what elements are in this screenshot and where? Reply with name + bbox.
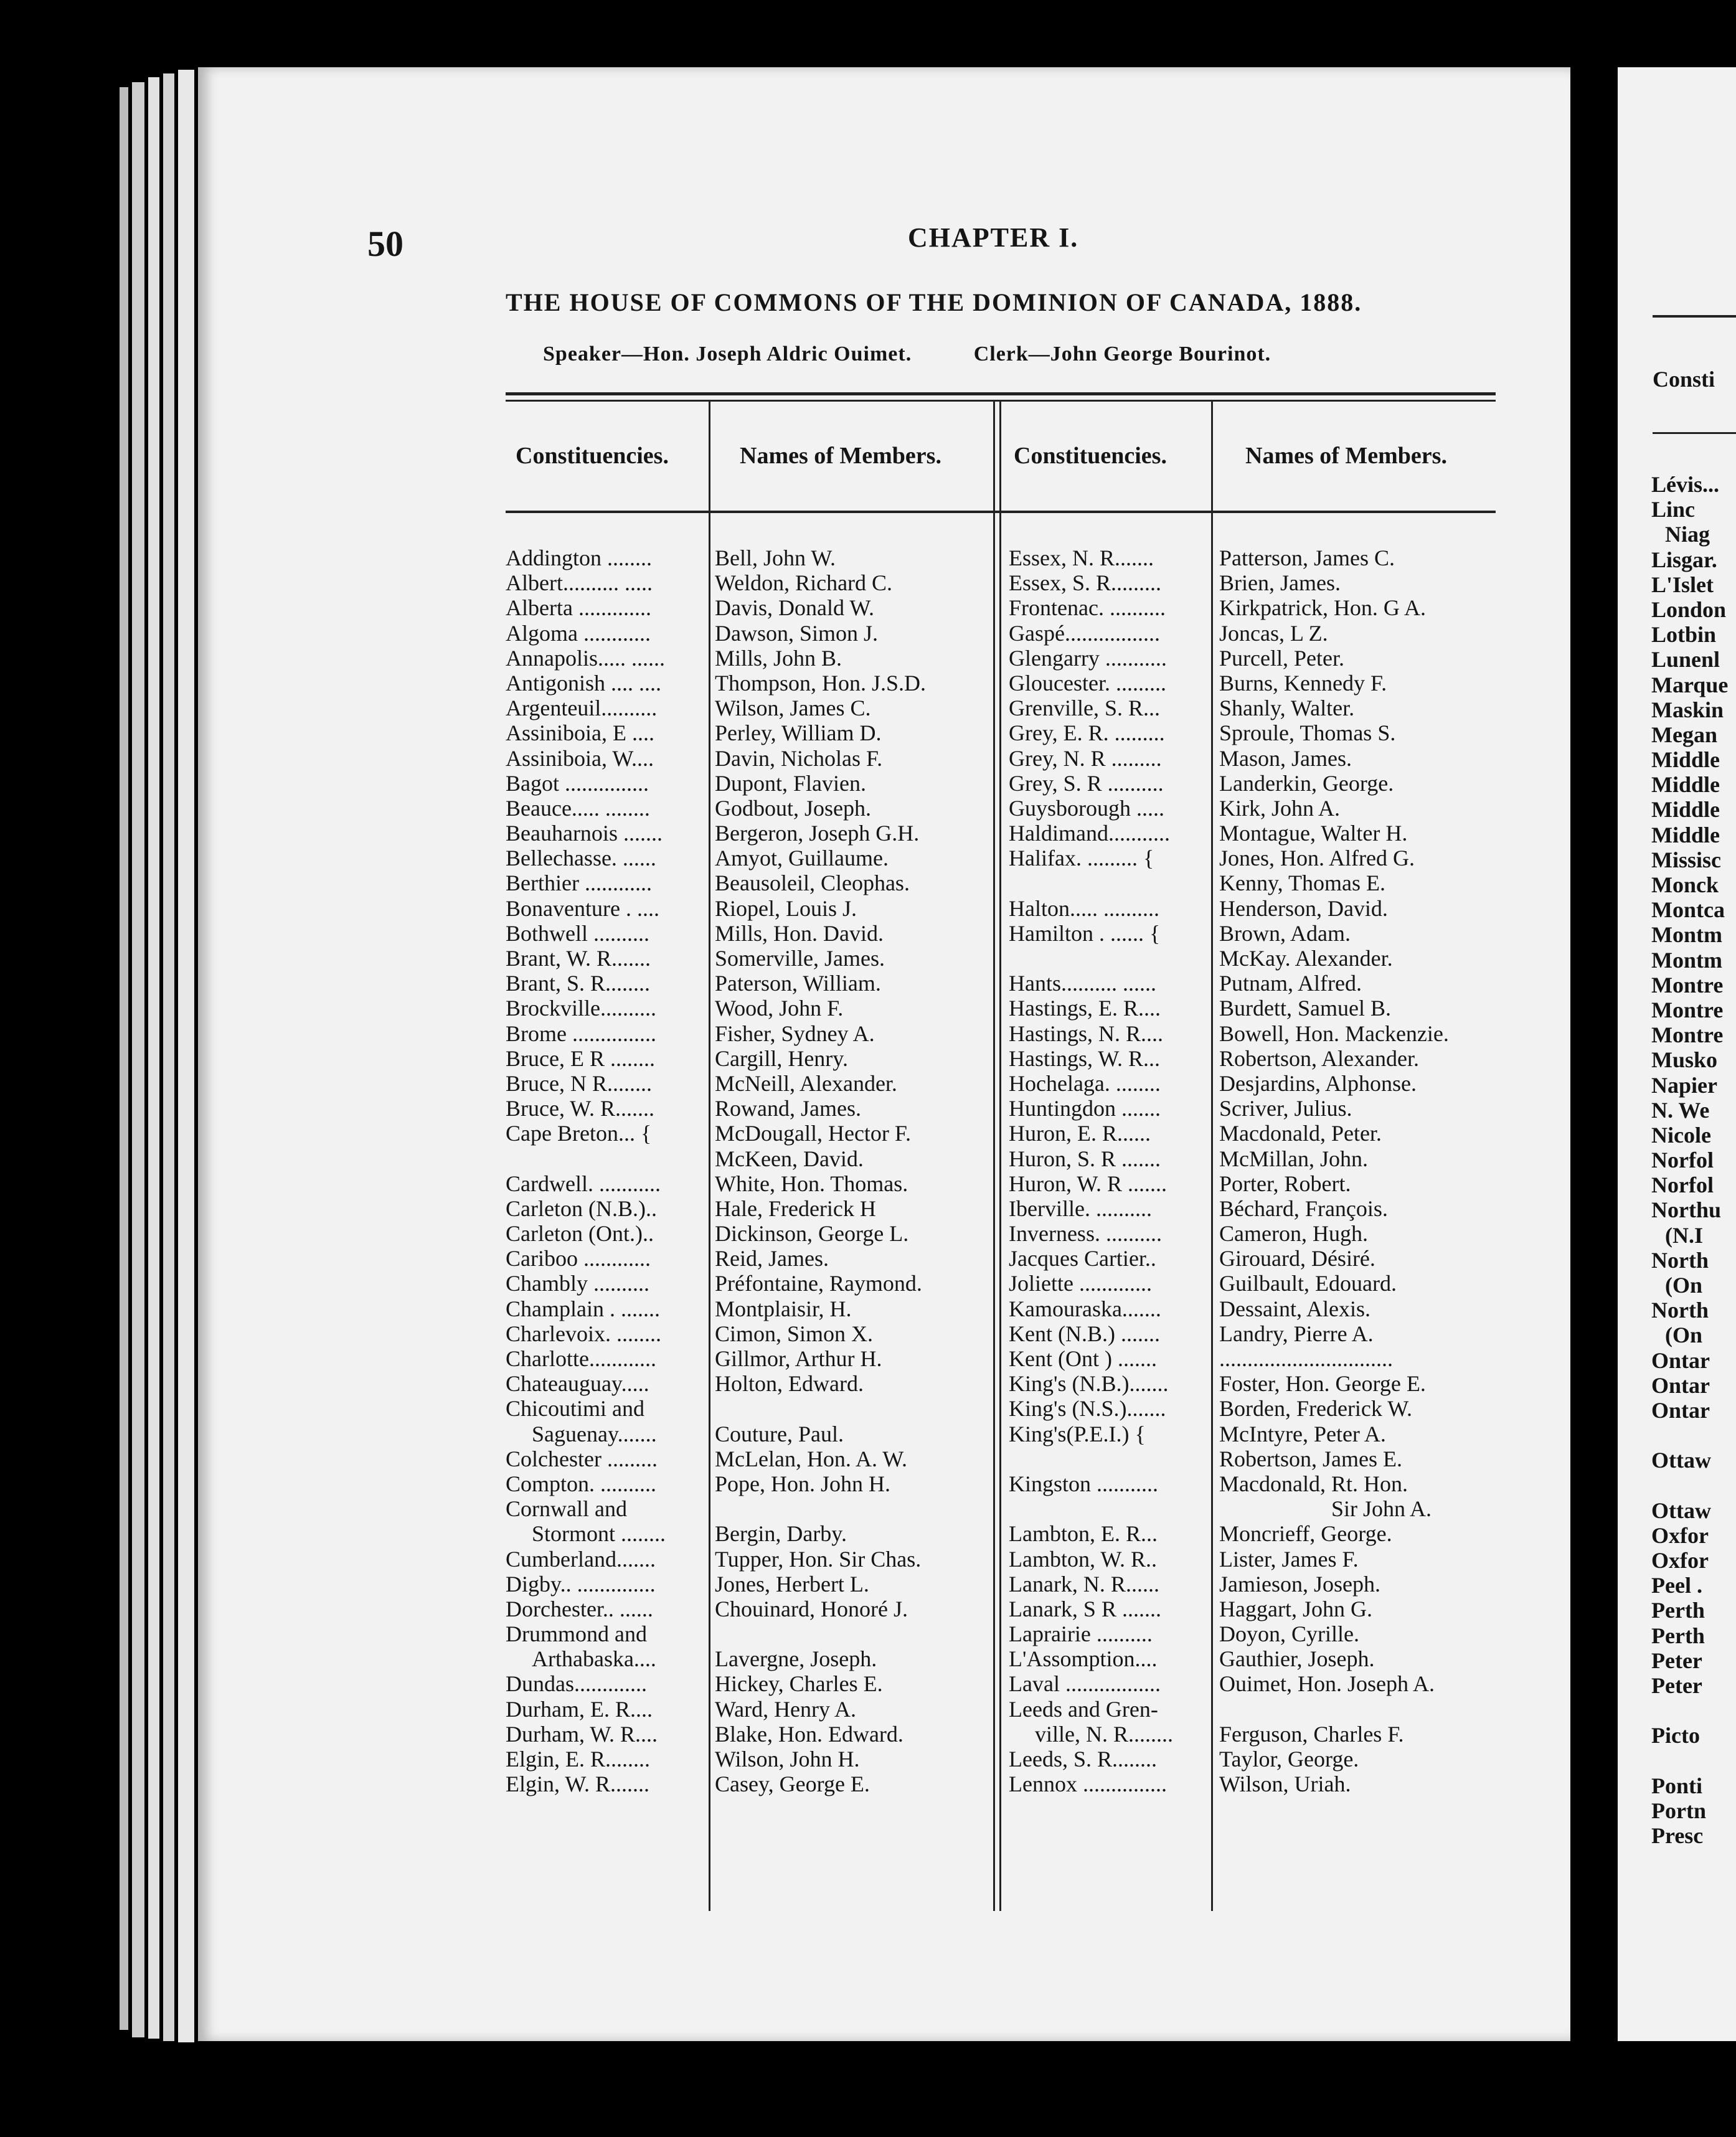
table-cell: Ouimet, Hon. Joseph A. [1219, 1671, 1435, 1697]
table-cell: Ontar [1651, 1372, 1710, 1398]
table-cell: Hale, Frederick H [715, 1196, 876, 1221]
table-cell: Lunenl [1651, 647, 1720, 672]
table-cell: Frontenac. .......... [1009, 595, 1166, 621]
table-cell: Joncas, L Z. [1219, 620, 1328, 646]
table-cell: Lanark, S R ....... [1009, 1596, 1161, 1621]
table-cell: Guilbault, Edouard. [1219, 1271, 1397, 1296]
table-cell: Mills, Hon. David. [715, 920, 884, 946]
table-cell: Halton..... .......... [1009, 895, 1159, 921]
table-cell: London [1651, 597, 1727, 622]
table-cell [1651, 1473, 1728, 1498]
table-cell: Montague, Walter H. [1219, 821, 1408, 846]
table-cell: Dickinson, George L. [715, 1221, 909, 1247]
clerk: Clerk—John George Bourinot. [973, 342, 1271, 366]
table-cell: Macdonald, Rt. Hon. [1219, 1471, 1408, 1496]
table-cell: Middle [1651, 797, 1720, 823]
table-cell: Lanark, N. R...... [1009, 1571, 1159, 1597]
table-cell: Assiniboia, W.... [506, 745, 654, 771]
table-cell: ville, N. R........ [1035, 1721, 1173, 1747]
table-cell: Essex, S. R......... [1009, 570, 1162, 596]
table-cell: Dawson, Simon J. [715, 620, 879, 646]
table-cell: Oxfor [1651, 1548, 1709, 1573]
table-cell: Jacques Cartier.. [1009, 1246, 1156, 1271]
column-divider [709, 401, 710, 1911]
table-cell: Landry, Pierre A. [1219, 1321, 1374, 1346]
table-cell: Essex, N. R....... [1009, 545, 1154, 570]
page-edge [120, 87, 128, 2030]
table-cell: Casey, George E. [715, 1771, 870, 1797]
table-cell: Norfol [1651, 1172, 1714, 1198]
table-cell: Addington ........ [506, 545, 653, 570]
table-cell: Hastings, N. R.... [1009, 1021, 1164, 1046]
table-cell: Colchester ......... [506, 1446, 658, 1471]
table-cell: Assiniboia, E .... [506, 720, 654, 746]
table-cell: McIntyre, Peter A. [1219, 1421, 1386, 1446]
table-cell: Albert.......... ..... [506, 570, 653, 596]
table-cell: Dupont, Flavien. [715, 770, 866, 796]
table-cell: Ponti [1651, 1773, 1703, 1798]
table-cell: Ferguson, Charles F. [1219, 1721, 1404, 1747]
table-cell [715, 1496, 989, 1521]
table-cell: Lister, James F. [1219, 1546, 1359, 1572]
table-cell: Borden, Frederick W. [1219, 1396, 1412, 1422]
table-cell: Paterson, William. [715, 971, 881, 996]
table-cell: Elgin, W. R....... [506, 1771, 650, 1797]
table-cell: Perth [1651, 1598, 1705, 1623]
table-cell: Grey, E. R. ......... [1009, 720, 1165, 746]
table-cell: Portn [1651, 1798, 1706, 1823]
table-cell: Reid, James. [715, 1246, 829, 1271]
table-cell: Gaspé................. [1009, 620, 1160, 646]
table-cell: Davin, Nicholas F. [715, 745, 883, 771]
table-cell: Monck [1651, 872, 1719, 897]
table-cell: Kirk, John A. [1219, 795, 1341, 821]
table-cell: Joliette ............. [1009, 1271, 1152, 1296]
table-cell: Taylor, George. [1219, 1747, 1359, 1771]
table-cell: Elgin, E. R........ [506, 1747, 650, 1771]
table-cell: Shanly, Walter. [1219, 696, 1355, 721]
table-cell: Bruce, N R........ [506, 1070, 652, 1096]
table-cell: L'Islet [1651, 572, 1714, 597]
table-cell: Hastings, E. R.... [1009, 996, 1161, 1021]
table-cell: Sir John A. [1331, 1496, 1432, 1522]
table-cell: Leeds and Gren- [1009, 1696, 1158, 1722]
table-cell: Kamouraska....... [1009, 1296, 1161, 1321]
table-cell: Peter [1651, 1673, 1702, 1698]
next-page-rule [1653, 432, 1736, 434]
table-cell: Dorchester.. ...... [506, 1596, 653, 1621]
table-cell: Cameron, Hugh. [1219, 1221, 1368, 1247]
table-cell: Huron, S. R ....... [1009, 1146, 1161, 1171]
table-cell: Antigonish .... .... [506, 670, 662, 696]
table-cell: Brant, S. R........ [506, 971, 651, 996]
officers-line [543, 342, 1489, 366]
table-cell: Bonaventure . .... [506, 895, 659, 921]
table-cell: Bruce, E R ........ [506, 1045, 655, 1071]
table-cell: Saguenay....... [532, 1421, 657, 1446]
table-cell: Godbout, Joseph. [715, 795, 871, 821]
table-cell: Arthabaska.... [532, 1646, 656, 1672]
table-cell: Wilson, James C. [715, 696, 871, 721]
table-cell: Charlotte............ [506, 1346, 656, 1371]
table-cell [1009, 1496, 1208, 1521]
next-page-column [1651, 472, 1728, 1848]
table-cell: Kent (N.B.) ....... [1009, 1321, 1160, 1346]
table-cell: Montm [1651, 947, 1722, 973]
table-cell: (N.I [1665, 1222, 1703, 1248]
table-cell: Bowell, Hon. Mackenzie. [1219, 1021, 1449, 1046]
next-page-rule [1653, 315, 1736, 318]
table-cell: Algoma ............ [506, 620, 651, 646]
table-cell: Scriver, Julius. [1219, 1096, 1352, 1121]
table-cell: Durham, E. R.... [506, 1696, 653, 1722]
table-cell: McDougall, Hector F. [715, 1121, 912, 1146]
table-cell: Durham, W. R.... [506, 1721, 658, 1747]
table-cell: Bergeron, Joseph G.H. [715, 821, 920, 846]
right-constituencies-column [1009, 545, 1208, 1796]
table-cell: Riopel, Louis J. [715, 895, 857, 921]
table-cell: Brien, James. [1219, 570, 1341, 596]
table-cell: Montre [1651, 1022, 1724, 1048]
table-cell: Middle [1651, 747, 1720, 773]
table-cell: Desjardins, Alphonse. [1219, 1070, 1417, 1096]
table-cell: Ottaw [1651, 1448, 1711, 1473]
table-cell: L'Assomption.... [1009, 1646, 1158, 1672]
table-cell: Perth [1651, 1623, 1705, 1648]
table-cell: Amyot, Guillaume. [715, 846, 889, 871]
header-members-left: Names of Members. [740, 443, 941, 469]
table-cell: Mason, James. [1219, 745, 1352, 771]
right-members-column [1219, 545, 1512, 1796]
table-cell: Cariboo ............ [506, 1246, 651, 1271]
table-cell: North [1651, 1298, 1709, 1323]
table-cell: Lavergne, Joseph. [715, 1646, 877, 1672]
table-cell: Presc [1651, 1823, 1704, 1849]
table-cell: Préfontaine, Raymond. [715, 1271, 922, 1296]
table-cell: Robertson, Alexander. [1219, 1045, 1419, 1071]
page-title: THE HOUSE OF COMMONS OF THE DOMINION OF CANADA, 1888. [506, 288, 1362, 316]
table-cell: Montca [1651, 897, 1725, 923]
table-cell: Henderson, David. [1219, 895, 1388, 921]
table-cell: Pope, Hon. John H. [715, 1471, 891, 1496]
table-cell: Robertson, James E. [1219, 1446, 1402, 1471]
left-members-column [715, 545, 989, 1796]
table-cell: Ontar [1651, 1397, 1710, 1423]
page-number: 50 [367, 224, 403, 264]
table-cell: Cimon, Simon X. [715, 1321, 874, 1346]
table-cell: Montm [1651, 922, 1722, 948]
next-page-header: Consti [1653, 367, 1715, 392]
table-cell [506, 1146, 705, 1171]
next-page-fragment [1618, 67, 1736, 2041]
table-cell: Grenville, S. R... [1009, 696, 1160, 721]
table-cell: Hickey, Charles E. [715, 1671, 883, 1697]
table-cell: Kent (Ont ) ....... [1009, 1346, 1157, 1371]
page-edge [148, 77, 159, 2039]
table-cell: Hastings, W. R... [1009, 1045, 1161, 1071]
table-cell: Jones, Hon. Alfred G. [1219, 846, 1415, 871]
table-cell: Lambton, W. R.. [1009, 1546, 1158, 1572]
table-cell: White, Hon. Thomas. [715, 1171, 908, 1196]
table-cell: Davis, Donald W. [715, 595, 874, 621]
table-cell: Landerkin, George. [1219, 770, 1394, 796]
table-cell: Bell, John W. [715, 545, 836, 570]
table-cell: Sproule, Thomas S. [1219, 720, 1396, 746]
table-cell: Gloucester. ......... [1009, 670, 1166, 696]
header-members-right: Names of Members. [1245, 443, 1447, 469]
table-cell: Middle [1651, 772, 1720, 798]
table-cell: Holton, Edward. [715, 1371, 864, 1397]
table-cell: Linc [1651, 497, 1696, 522]
table-cell: Maskin [1651, 697, 1724, 722]
column-divider [1211, 401, 1213, 1911]
table-cell [1219, 1697, 1512, 1722]
table-cell: Purcell, Peter. [1219, 645, 1344, 671]
table-cell: Patterson, James C. [1219, 545, 1395, 570]
table-cell: Cumberland....... [506, 1546, 656, 1572]
table-cell [1651, 1748, 1728, 1773]
table-cell: Wood, John F. [715, 996, 844, 1021]
table-cell: Bellechasse. ...... [506, 846, 656, 871]
table-cell: Leeds, S. R........ [1009, 1747, 1157, 1771]
table-cell: Blake, Hon. Edward. [715, 1721, 903, 1747]
table-cell: Ontar [1651, 1347, 1710, 1373]
table-cell: Thompson, Hon. J.S.D. [715, 670, 927, 696]
column-divider [993, 401, 995, 1911]
top-rule [506, 392, 1496, 395]
table-cell: Burns, Kennedy F. [1219, 670, 1387, 696]
table-cell: (On [1665, 1323, 1703, 1348]
table-cell: McNeill, Alexander. [715, 1070, 897, 1096]
table-cell: Gauthier, Joseph. [1219, 1646, 1375, 1672]
table-cell: Doyon, Cyrille. [1219, 1621, 1359, 1647]
table-cell: Fisher, Sydney A. [715, 1021, 875, 1046]
table-cell: Stormont ........ [532, 1521, 666, 1547]
page-edge [178, 70, 194, 2042]
table-cell [1009, 1446, 1208, 1471]
table-cell: Oxfor [1651, 1522, 1709, 1548]
table-cell: Middle [1651, 822, 1720, 847]
table-cell: Chouinard, Honoré J. [715, 1596, 908, 1621]
table-cell: Lévis... [1651, 472, 1720, 497]
table-cell: Inverness. .......... [1009, 1221, 1162, 1247]
table-cell: North [1651, 1247, 1709, 1273]
table-cell: King's (N.B.)....... [1009, 1371, 1169, 1397]
table-cell: Wilson, John H. [715, 1747, 860, 1771]
table-cell [715, 1621, 989, 1646]
table-cell: Rowand, James. [715, 1096, 861, 1121]
table-cell: Cornwall and [506, 1496, 627, 1522]
table-cell: Kingston ........... [1009, 1471, 1159, 1496]
table-cell: (On [1665, 1273, 1703, 1298]
table-cell: Kirkpatrick, Hon. G A. [1219, 595, 1426, 621]
table-cell: Megan [1651, 722, 1717, 747]
table-cell: Chambly .......... [506, 1271, 649, 1296]
table-cell: Wilson, Uriah. [1219, 1771, 1351, 1797]
table-cell: Lisgar. [1651, 547, 1717, 572]
table-cell: Digby.. .............. [506, 1571, 656, 1597]
table-cell: Carleton (Ont.).. [506, 1221, 654, 1247]
table-cell: Marque [1651, 672, 1729, 697]
table-cell: Niag [1665, 522, 1710, 547]
table-cell: Beauce..... ........ [506, 795, 650, 821]
header-constituencies-left: Constituencies. [516, 443, 669, 469]
table-cell: Lambton, E. R... [1009, 1521, 1158, 1547]
column-divider [999, 401, 1001, 1911]
table-cell: Chicoutimi and [506, 1396, 644, 1422]
table-cell: Huron, W. R ....... [1009, 1171, 1168, 1196]
table-cell: Burdett, Samuel B. [1219, 996, 1391, 1021]
table-cell: N. We [1651, 1097, 1710, 1123]
table-cell: Beauharnois ....... [506, 821, 663, 846]
chapter-heading: CHAPTER I. [908, 222, 1079, 253]
table-cell [1651, 1423, 1728, 1448]
table-cell: Picto [1651, 1723, 1700, 1748]
table-cell: Huntingdon ....... [1009, 1096, 1161, 1121]
table-cell: Cape Breton... { [506, 1121, 652, 1146]
table-cell: Champlain . ....... [506, 1296, 660, 1321]
table-cell: Couture, Paul. [715, 1421, 844, 1446]
table-cell: McLelan, Hon. A. W. [715, 1446, 907, 1471]
table-cell: Peter [1651, 1648, 1702, 1673]
table-cell: Hants.......... ...... [1009, 971, 1156, 996]
table-cell: Argenteuil.......... [506, 696, 658, 721]
table-cell: Mills, John B. [715, 645, 842, 671]
table-cell: Laval ................. [1009, 1671, 1161, 1697]
table-cell: Charlevoix. ........ [506, 1321, 661, 1346]
table-cell: Girouard, Désiré. [1219, 1246, 1375, 1271]
table-cell: Montre [1651, 972, 1724, 998]
table-cell: Perley, William D. [715, 720, 882, 746]
table-cell: Grey, S. R .......... [1009, 770, 1164, 796]
table-cell: Compton. .......... [506, 1471, 657, 1496]
table-cell: Putnam, Alfred. [1219, 971, 1362, 996]
table-cell: King's(P.E.I.) { [1009, 1421, 1146, 1446]
table-cell: Drummond and [506, 1621, 647, 1647]
table-cell: McKeen, David. [715, 1146, 864, 1171]
left-constituencies-column [506, 545, 705, 1796]
table-cell: Guysborough ..... [1009, 795, 1164, 821]
table-cell: Missisc [1651, 847, 1721, 872]
table-cell: Cardwell. ........... [506, 1171, 661, 1196]
header-constituencies-right: Constituencies. [1014, 443, 1167, 469]
table-cell: Gillmor, Arthur H. [715, 1346, 882, 1371]
table-cell: Tupper, Hon. Sir Chas. [715, 1546, 922, 1572]
table-cell: Foster, Hon. George E. [1219, 1371, 1426, 1397]
table-cell: Lotbin [1651, 622, 1717, 648]
table-cell: Halifax. ......... { [1009, 846, 1154, 871]
table-cell: Jones, Herbert L. [715, 1571, 869, 1597]
table-cell: Bothwell .......... [506, 920, 649, 946]
table-cell: ............................... [1219, 1346, 1393, 1371]
table-cell: Bergin, Darby. [715, 1521, 847, 1547]
table-cell: Porter, Robert. [1219, 1171, 1351, 1196]
table-cell: Alberta ............. [506, 595, 651, 621]
table-cell: Lennox ............... [1009, 1771, 1167, 1797]
table-cell: Moncrieff, George. [1219, 1521, 1392, 1547]
table-cell [1651, 1698, 1728, 1723]
table-cell: Cargill, Henry. [715, 1045, 848, 1071]
table-cell: Brome ............... [506, 1021, 656, 1046]
table-cell: Brown, Adam. [1219, 920, 1351, 946]
table-cell: Beausoleil, Cleophas. [715, 870, 910, 896]
table-cell: Glengarry ........... [1009, 645, 1167, 671]
page-edge [163, 73, 174, 2041]
table-cell: Carleton (N.B.).. [506, 1196, 657, 1221]
table-cell: Bagot ............... [506, 770, 649, 796]
table-cell: Weldon, Richard C. [715, 570, 893, 596]
table-cell: McMillan, John. [1219, 1146, 1368, 1171]
table-cell: Norfol [1651, 1148, 1714, 1173]
page-edge [132, 82, 144, 2037]
table-cell: Berthier ............ [506, 870, 652, 896]
table-cell: Dessaint, Alexis. [1219, 1296, 1370, 1321]
table-cell: Haggart, John G. [1219, 1596, 1372, 1621]
table-cell: Haldimand........... [1009, 821, 1170, 846]
table-cell: Ottaw [1651, 1498, 1711, 1523]
table-cell: Brant, W. R....... [506, 946, 651, 971]
table-cell: Hamilton . ...... { [1009, 920, 1161, 946]
table-cell: Peel . [1651, 1573, 1702, 1598]
table-cell: Ward, Henry A. [715, 1696, 857, 1722]
table-cell: Kenny, Thomas E. [1219, 870, 1385, 896]
table-cell: Nicole [1651, 1122, 1711, 1148]
table-cell: Hochelaga. ........ [1009, 1070, 1161, 1096]
table-cell: Macdonald, Peter. [1219, 1121, 1382, 1146]
table-cell: Huron, E. R...... [1009, 1121, 1151, 1146]
table-cell: Brockville.......... [506, 996, 656, 1021]
table-cell: Annapolis..... ...... [506, 645, 665, 671]
table-cell: Somerville, James. [715, 946, 885, 971]
table-cell: Bruce, W. R....... [506, 1096, 654, 1121]
table-cell: Iberville. .......... [1009, 1196, 1152, 1221]
table-cell: Laprairie .......... [1009, 1621, 1153, 1647]
table-cell: Chateauguay..... [506, 1371, 649, 1397]
table-cell: McKay. Alexander. [1219, 946, 1393, 971]
table-cell: Northu [1651, 1197, 1722, 1223]
table-cell: Napier [1651, 1072, 1717, 1098]
table-cell [1009, 870, 1208, 895]
table-cell: King's (N.S.)....... [1009, 1396, 1166, 1422]
speaker: Speaker—Hon. Joseph Aldric Ouimet. [543, 342, 912, 366]
table-cell [1009, 946, 1208, 971]
table-cell: Montre [1651, 997, 1724, 1022]
table-cell [715, 1396, 989, 1421]
table-cell: Dundas............. [506, 1671, 647, 1697]
table-cell: Béchard, François. [1219, 1196, 1388, 1221]
table-cell: Grey, N. R ......... [1009, 745, 1162, 771]
table-cell: Montplaisir, H. [715, 1296, 852, 1321]
table-cell: Jamieson, Joseph. [1219, 1571, 1380, 1597]
table-cell: Musko [1651, 1047, 1718, 1073]
